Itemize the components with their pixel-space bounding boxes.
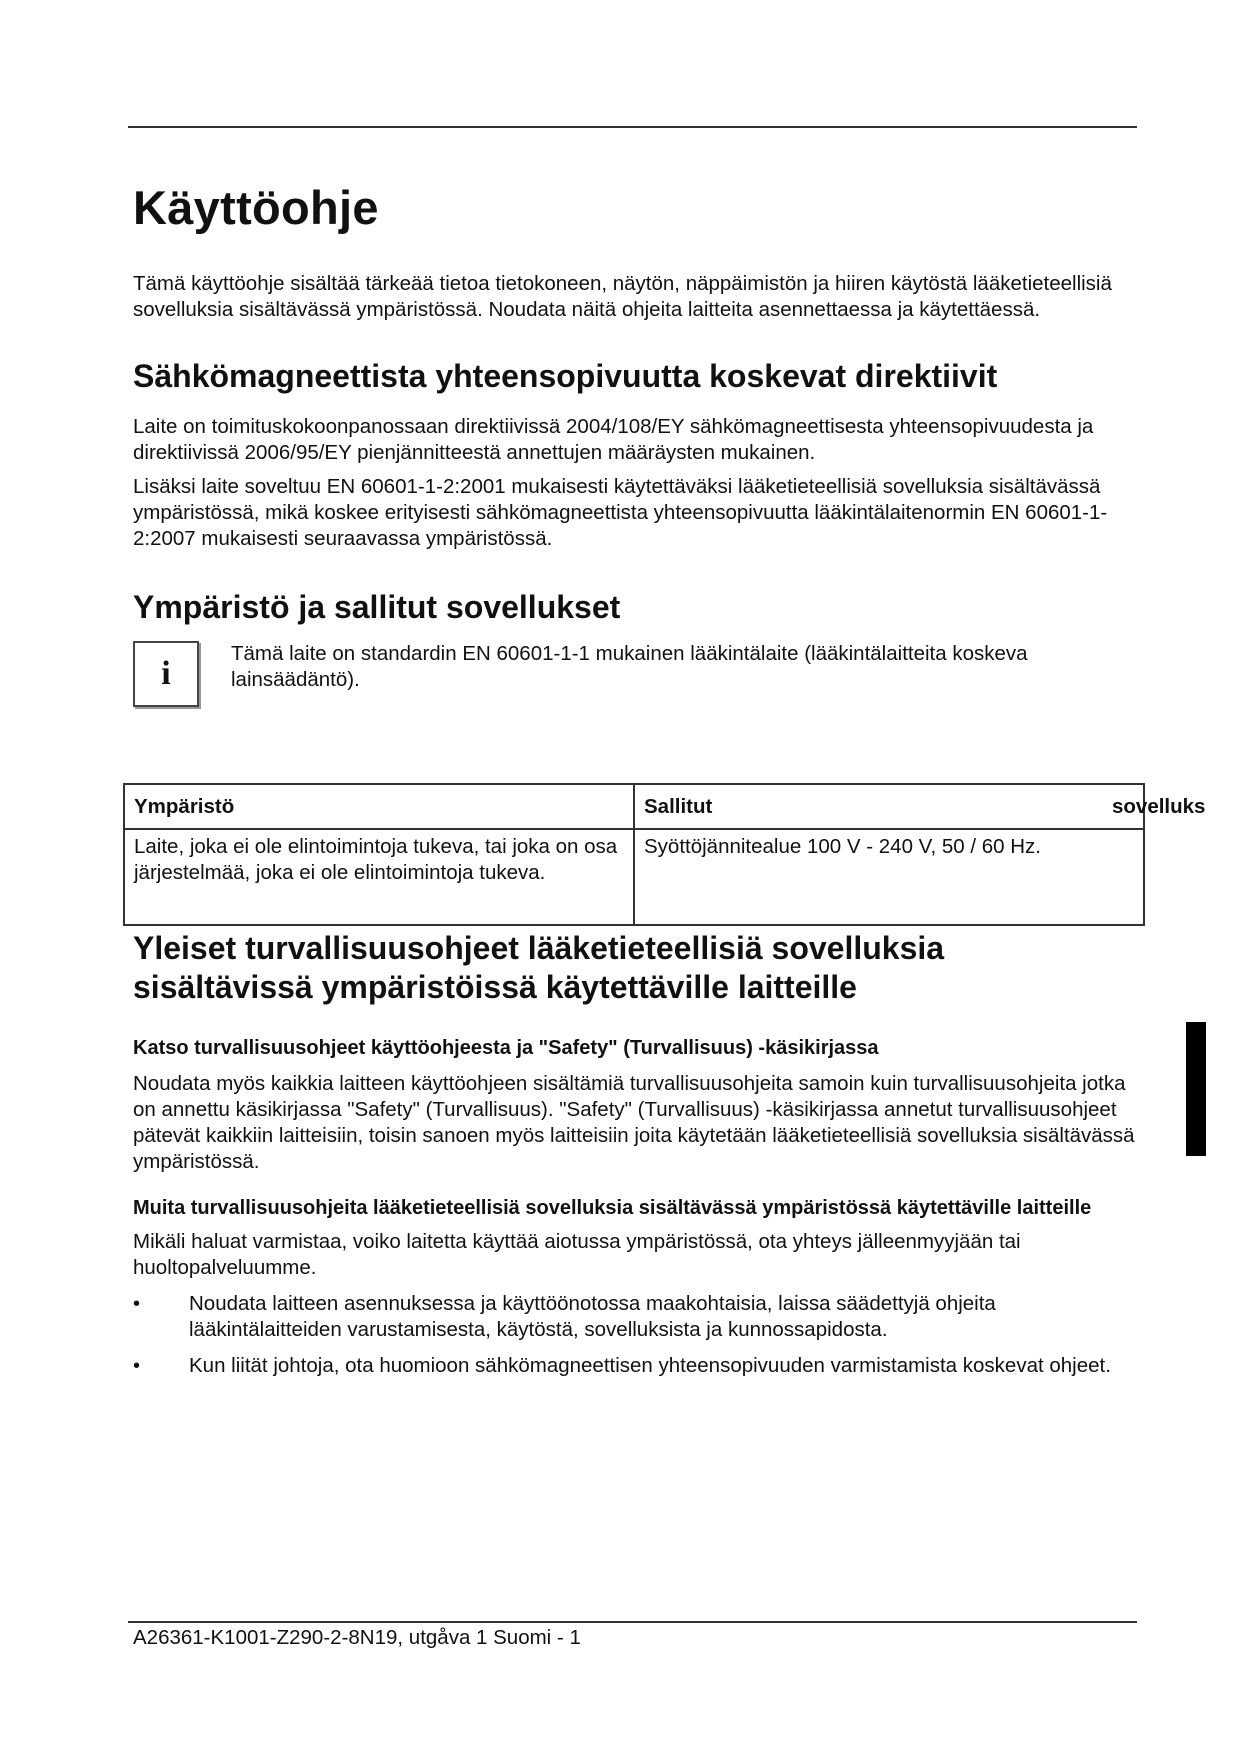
info-note-text: Tämä laite on standardin EN 60601-1-1 mukainen lääkintälaite (lääkintälaitteita koskeva lainsäädäntö). bbox=[231, 642, 1028, 691]
safety-paragraph-2: Mikäli haluat varmistaa, voiko laitetta käyttää aiotussa ympäristössä, ota yhteys jälleenmyyjään tai huoltopalveluumme. bbox=[133, 1230, 1021, 1279]
table-row bbox=[124, 829, 1144, 925]
page-content bbox=[133, 180, 1206, 1389]
table-header-applications-label: Sallitut bbox=[644, 795, 713, 818]
emc-paragraph-1: Laite on toimituskokoonpanossaan direktiivissä 2004/108/EY sähkömagneettisesta yhteensopivuudesta ja direktiivissä 2006/95/EY pienjännitteestä annettujen määräysten mukainen. bbox=[133, 415, 1094, 464]
table-header-applications bbox=[634, 784, 1206, 829]
chapter-side-tab bbox=[1186, 1022, 1206, 1156]
table-header-applications-overflow: sovelluks bbox=[1112, 795, 1206, 818]
info-note bbox=[133, 641, 1137, 707]
table-cell-environment: Laite, joka ei ole elintoimintoja tukeva, tai joka on osa järjestelmää, joka ei ole elintoimintoja tukeva. bbox=[124, 829, 634, 925]
safety-heading: Yleiset turvallisuusohjeet lääketieteellisiä sovelluksia sisältävissä ympäristöissä käytettäville laitteille bbox=[133, 930, 945, 1005]
top-rule bbox=[128, 126, 1137, 128]
table-cell-applications: Syöttöjännitealue 100 V - 240 V, 50 / 60 Hz. bbox=[634, 829, 1144, 925]
page-footer: A26361-K1001-Z290-2-8N19, utgåva 1 Suomi - 1 bbox=[133, 1626, 581, 1649]
safety-subheading-1: Katso turvallisuusohjeet käyttöohjeesta ja "Safety" (Turvallisuus) -käsikirjassa bbox=[133, 1037, 879, 1059]
environment-heading: Ympäristö ja sallitut sovellukset bbox=[133, 589, 621, 625]
list-item: • Kun liität johtoja, ota huomioon sähkömagneettisen yhteensopivuuden varmistamista koskevat ohjeet. bbox=[133, 1353, 1137, 1379]
emc-paragraph-2: Lisäksi laite soveltuu EN 60601-1-2:2001 mukaisesti käytettäväksi lääketieteellisiä sovelluksia sisältävässä ympäristössä, mikä koskee erityisesti sähkömagneettista yhteensopivuutta lääkintälaitenormin EN 60601-1-2:2007 mukaisesti seuraavassa ympäristössä. bbox=[133, 475, 1108, 550]
environment-table bbox=[123, 783, 1206, 926]
safety-subheading-2: Muita turvallisuusohjeita lääketieteellisiä sovelluksia sisältävässä ympäristössä käytettäville laitteille bbox=[133, 1197, 1092, 1219]
emc-heading: Sähkömagneettista yhteensopivuutta koskevat direktiivit bbox=[133, 358, 998, 394]
info-icon: i bbox=[133, 641, 199, 707]
list-item: • Noudata laitteen asennuksessa ja käyttöönotossa maakohtaisia, laissa säädettyjä ohjeita lääkintälaitteiden varustamisesta, käytöstä, sovelluksista ja kunnossapidosta. bbox=[133, 1291, 1137, 1343]
table-header-row bbox=[124, 784, 1144, 829]
safety-bullet-list bbox=[133, 1291, 1137, 1379]
safety-paragraph-1: Noudata myös kaikkia laitteen käyttöohjeen sisältämiä turvallisuusohjeita samoin kuin turvallisuusohjeita jotka on annettu käsikirjassa "Safety" (Turvallisuus). "Safety" (Turvallisuus) -käsikirjassa annetut turvallisuusohjeet pätevät kaikkiin laitteisiin, toisin sanoen myös laitteisiin joita käytetään lääketieteellisiä sovelluksia sisältävässä ympäristössä. bbox=[133, 1072, 1135, 1173]
page-title: Käyttöohje bbox=[133, 181, 379, 234]
bottom-rule bbox=[128, 1621, 1137, 1623]
intro-paragraph: Tämä käyttöohje sisältää tärkeää tietoa tietokoneen, näytön, näppäimistön ja hiiren käytöstä lääketieteellisiä sovelluksia sisältävässä ympäristössä. Noudata näitä ohjeita laitteita asennettaessa ja käytettäessä. bbox=[133, 272, 1112, 321]
table-header-environment: Ympäristö bbox=[124, 784, 634, 829]
